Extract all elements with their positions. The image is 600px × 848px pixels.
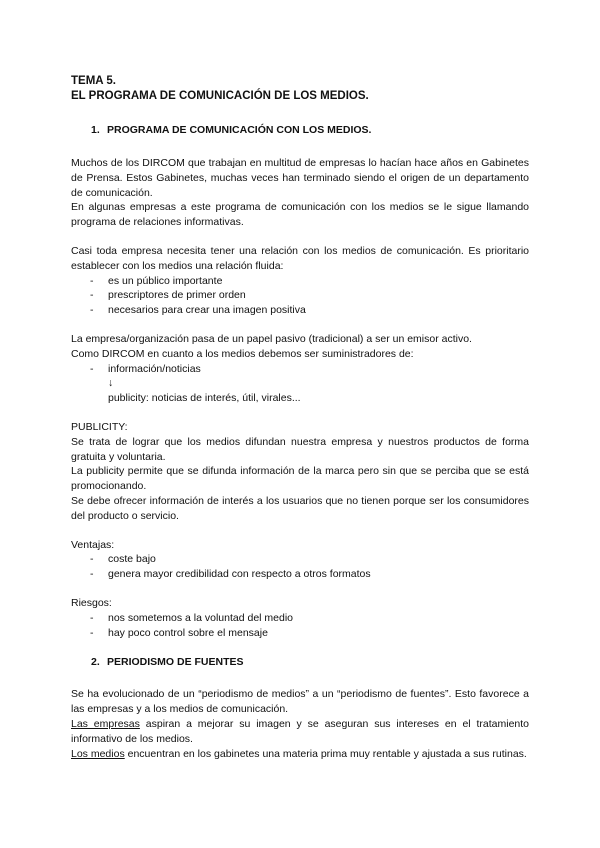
publicity-label: PUBLICITY:: [71, 420, 128, 433]
section1-paragraph-2: En algunas empresas a este programa de comunicación con los medios se le sigue llamando programa de relaciones informativas.: [71, 201, 529, 229]
paragraph-text: encuentran en los gabinetes una materia prima muy rentable y ajustada a sus rutinas.: [124, 747, 527, 760]
section2-paragraph-1: Se ha evolucionado de un “periodismo de medios” a un “periodismo de fuentes”. Esto favorece a las empresas y a los medios de comunicación.: [71, 688, 529, 716]
list-item: - hay poco control sobre el mensaje: [71, 626, 529, 641]
list-item: - coste bajo: [71, 552, 529, 567]
section1-paragraph-5: Como DIRCOM en cuanto a los medios debemos ser suministradores de:: [71, 347, 414, 360]
list-item: - prescriptores de primer orden: [71, 288, 529, 303]
page-title-line2: EL PROGRAMA DE COMUNICACIÓN DE LOS MEDIOS.: [71, 90, 369, 102]
underlined-term: Las empresas: [71, 717, 140, 730]
list-item: - necesarios para crear una imagen positiva: [71, 303, 529, 318]
section1-paragraph-3: Casi toda empresa necesita tener una relación con los medios de comunicación. Es prioritario establecer con los medios una relación fluida:: [71, 244, 529, 272]
section2-number: 2.: [91, 656, 100, 669]
publicity-sub-item: publicity: noticias de interés, útil, virales...: [108, 392, 301, 405]
riesgos-list: [71, 611, 529, 641]
page-title-line1: TEMA 5.: [71, 75, 116, 87]
document-page: [71, 74, 529, 761]
section2-paragraph-3: [71, 747, 529, 762]
section2-heading: [71, 655, 529, 669]
list-item: - genera mayor credibilidad con respecto a otros formatos: [71, 567, 529, 582]
publicity-paragraph-2: La publicity permite que se difunda información de la marca pero sin que se perciba que se está promocionando.: [71, 465, 529, 493]
publicity-paragraph-3: Se debe ofrecer información de interés a los usuarios que no tienen porque ser los consumidores del producto o servicio.: [71, 494, 529, 522]
ventajas-list: [71, 552, 529, 582]
down-arrow-icon: ↓: [108, 377, 114, 390]
section1-heading: [71, 123, 529, 137]
section1-paragraph-4: La empresa/organización pasa de un papel pasivo (tradicional) a ser un emisor activo.: [71, 332, 472, 345]
publicity-paragraph-1: Se trata de lograr que los medios difundan nuestra empresa y nuestros productos de forma gratuita y voluntaria.: [71, 435, 529, 463]
underlined-term: Los medios: [71, 747, 125, 760]
section1-number: 1.: [91, 124, 100, 136]
ventajas-label: Ventajas:: [71, 538, 115, 551]
section2-paragraph-2: [71, 717, 529, 747]
riesgos-label: Riesgos:: [71, 596, 112, 609]
list-item: - nos sometemos a la voluntad del medio: [71, 611, 529, 626]
paragraph-text: aspiran a mejorar su imagen y se aseguran sus intereses en el tratamiento informativo de los medios.: [71, 717, 530, 745]
list-item: - es un público importante: [71, 274, 529, 289]
list-item: - información/noticias: [71, 362, 529, 377]
supplier-list: [71, 362, 529, 377]
section1-paragraph-1: Muchos de los DIRCOM que trabajan en multitud de empresas lo hacían hace años en Gabinetes de Prensa. Estos Gabinetes, muchas veces han terminado siendo el origen de un departamento de comunicación.: [71, 157, 529, 199]
section2-heading-text: PERIODISMO DE FUENTES: [107, 656, 244, 669]
priority-list: [71, 274, 529, 318]
section1-heading-text: PROGRAMA DE COMUNICACIÓN CON LOS MEDIOS.: [107, 124, 372, 136]
